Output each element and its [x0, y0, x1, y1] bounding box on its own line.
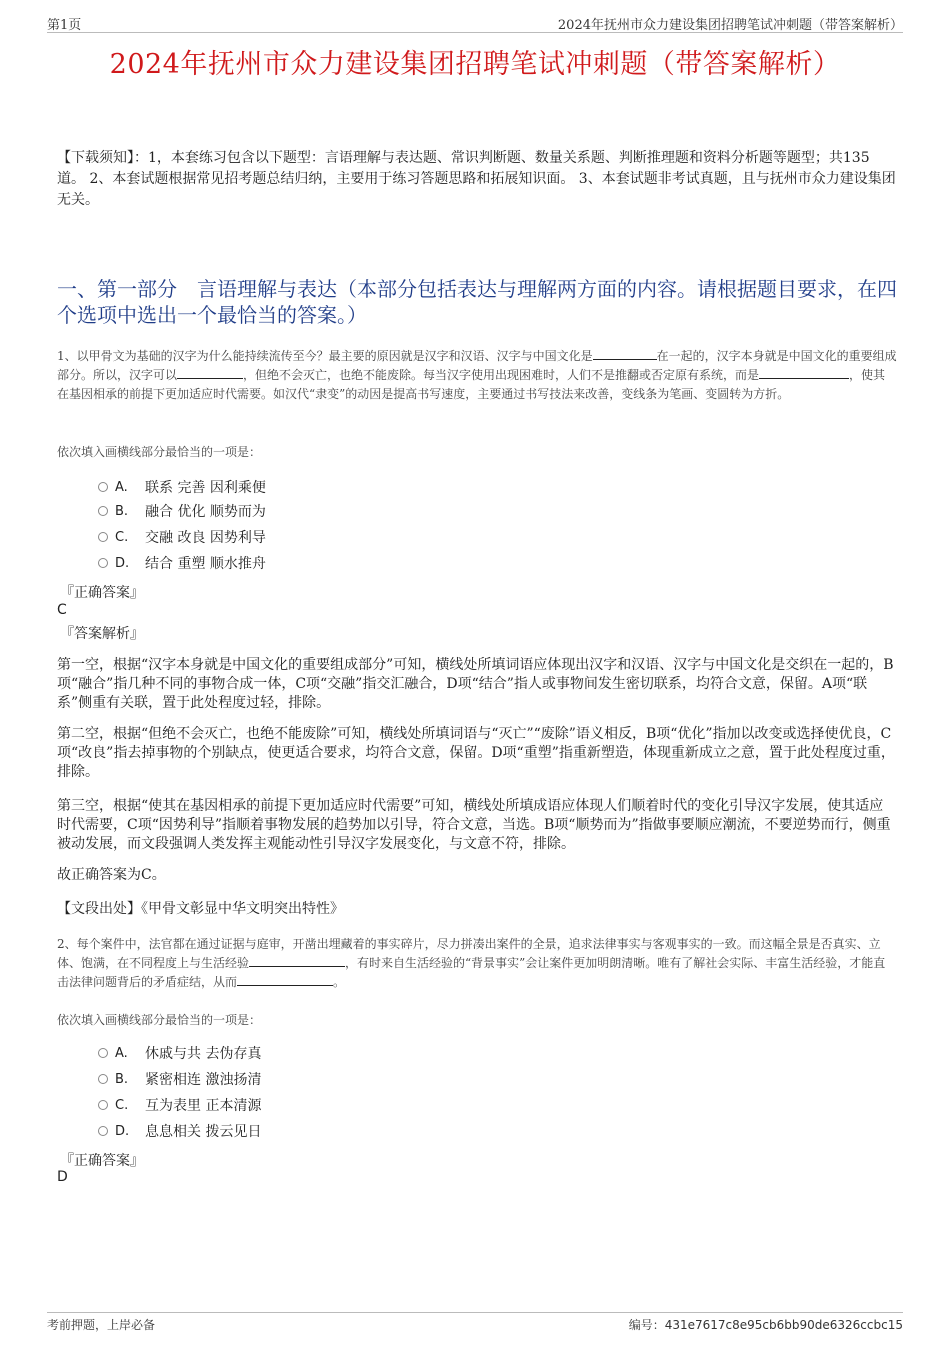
footer-code: 编号：431e7617c8e95cb6bb90de6326ccbc15 [628, 1318, 903, 1332]
question-1-text: 1、以甲骨文为基础的汉字为什么能持续流传至今？最主要的原因就是汉字和汉语、汉字与中国文化是 在一起的，汉字本身就是中国文化的重要组成部分。所以，汉字可以 ，但绝不会灭亡，也绝不能废除。每当汉字使用出现困难时，人们不是推翻或否定原有系统，而是 ，使其在基因相承的前提下更加适应时代需要。如汉代“隶变”的动因是提高书写速度，主要通过书写技法来改善，变线条为笔画、变圆转为方折。 [57, 349, 897, 401]
q1-option-d[interactable]: D. 结合 重塑 顺水推舟 [98, 553, 266, 573]
radio-icon[interactable] [98, 1100, 108, 1110]
document-title: 2024年抚州市众力建设集团招聘笔试冲刺题（带答案解析） [109, 49, 841, 80]
answer-label: 『正确答案』 [60, 1153, 144, 1169]
question-2-text: 2、每个案件中，法官都在通过证据与庭审，开凿出埋藏着的事实碎片，尽力拼凑出案件的全景，追求法律事实与客观事实的一致。而这幅全景是否真实、立体、饱满，在不同程度上与生活经验 ，有时来自生活经验的“背景事实”会让案件更加明朗清晰。唯有了解社会实际、丰富生活经验，才能直击法律问题背后的矛盾症结，从而 。 [57, 937, 886, 989]
analysis-paragraph-2: 第二空，根据“但绝不会灭亡，也绝不能废除”可知，横线处所填词语与“灭亡”“废除”语义相反，B项“优化”指加以改变或选择使优良，C项“改良”指去掉事物的个别缺点，使更适合要求，均符合文意，保留。D项“重塑”指重新塑造，体现重新成立之意，置于此处程度过重，排除。 [57, 726, 895, 780]
source-line: 【文段出处】《甲骨文彰显中华文明突出特性》 [57, 901, 344, 917]
blank-3 [759, 366, 849, 379]
header-doc-title: 2024年抚州市众力建设集团招聘笔试冲刺题（带答案解析） [557, 18, 903, 33]
radio-icon[interactable] [98, 1074, 108, 1084]
radio-icon[interactable] [98, 482, 108, 492]
page-footer [47, 1312, 903, 1333]
footer-slogan: 考前押题，上岸必备 [47, 1318, 156, 1332]
page-header [47, 14, 903, 33]
q1-option-a[interactable]: A. 联系 完善 因利乘便 [98, 477, 266, 497]
radio-icon[interactable] [98, 506, 108, 516]
question-2-hint: 依次填入画横线部分最恰当的一项是： [57, 1013, 262, 1027]
page-number: 第1页 [47, 18, 82, 33]
analysis-paragraph-1: 第一空，根据“汉字本身就是中国文化的重要组成部分”可知，横线处所填词语应体现出汉字和汉语、汉字与中国文化是交织在一起的，B项“融合”指几种不同的事物合成一体，C项“交融”指交汇融合，D项“结合”指人或事物间发生密切联系，均符合文意，保留。A项“联系”侧重有关联，置于此处程度过轻，排除。 [57, 657, 894, 711]
download-notice: 【下载须知】：1，本套练习包含以下题型：言语理解与表达题、常识判断题、数量关系题、判断推理题和资料分析题等题型；共135道。 2、本套试题根据常见招考题总结归纳，主要用于练习答题思路和拓展知识面。 3、本套试题非考试真题，且与抚州市众力建设集团无关。 [57, 150, 896, 208]
analysis-conclusion: 故正确答案为C。 [57, 867, 166, 883]
blank-1 [249, 954, 345, 967]
question-1-hint: 依次填入画横线部分最恰当的一项是： [57, 445, 262, 459]
q2-option-c[interactable]: C. 互为表里 正本清源 [98, 1095, 261, 1115]
blank-1 [593, 347, 657, 360]
radio-icon[interactable] [98, 558, 108, 568]
answer-label: 『正确答案』 [60, 585, 144, 601]
radio-icon[interactable] [98, 1048, 108, 1058]
answer-value: C [57, 602, 67, 618]
q2-option-d[interactable]: D. 息息相关 拨云见日 [98, 1121, 261, 1141]
q1-option-c[interactable]: C. 交融 改良 因势利导 [98, 527, 266, 547]
q2-option-b[interactable]: B. 紧密相连 激浊扬清 [98, 1069, 261, 1089]
analysis-label: 『答案解析』 [60, 626, 144, 642]
q1-option-b[interactable]: B. 融合 优化 顺势而为 [98, 501, 266, 521]
radio-icon[interactable] [98, 532, 108, 542]
radio-icon[interactable] [98, 1126, 108, 1136]
q2-option-a[interactable]: A. 休戚与共 去伪存真 [98, 1043, 261, 1063]
section-heading: 一、第一部分 言语理解与表达（本部分包括表达与理解两方面的内容。请根据题目要求，在四个选项中选出一个最恰当的答案。） [57, 277, 897, 327]
blank-2 [237, 973, 333, 986]
blank-2 [177, 366, 243, 379]
answer-value: D [57, 1169, 68, 1185]
analysis-paragraph-3: 第三空，根据“使其在基因相承的前提下更加适应时代需要”可知，横线处所填成语应体现人们顺着时代的变化引导汉字发展，使其适应时代需要，C项“因势利导”指顺着事物发展的趋势加以引导，符合文意，当选。B项“顺势而为”指做事要顺应潮流，不要逆势而行，侧重被动发展，而文段强调人类发挥主观能动性引导汉字发展变化，与文意不符，排除。 [57, 798, 891, 852]
